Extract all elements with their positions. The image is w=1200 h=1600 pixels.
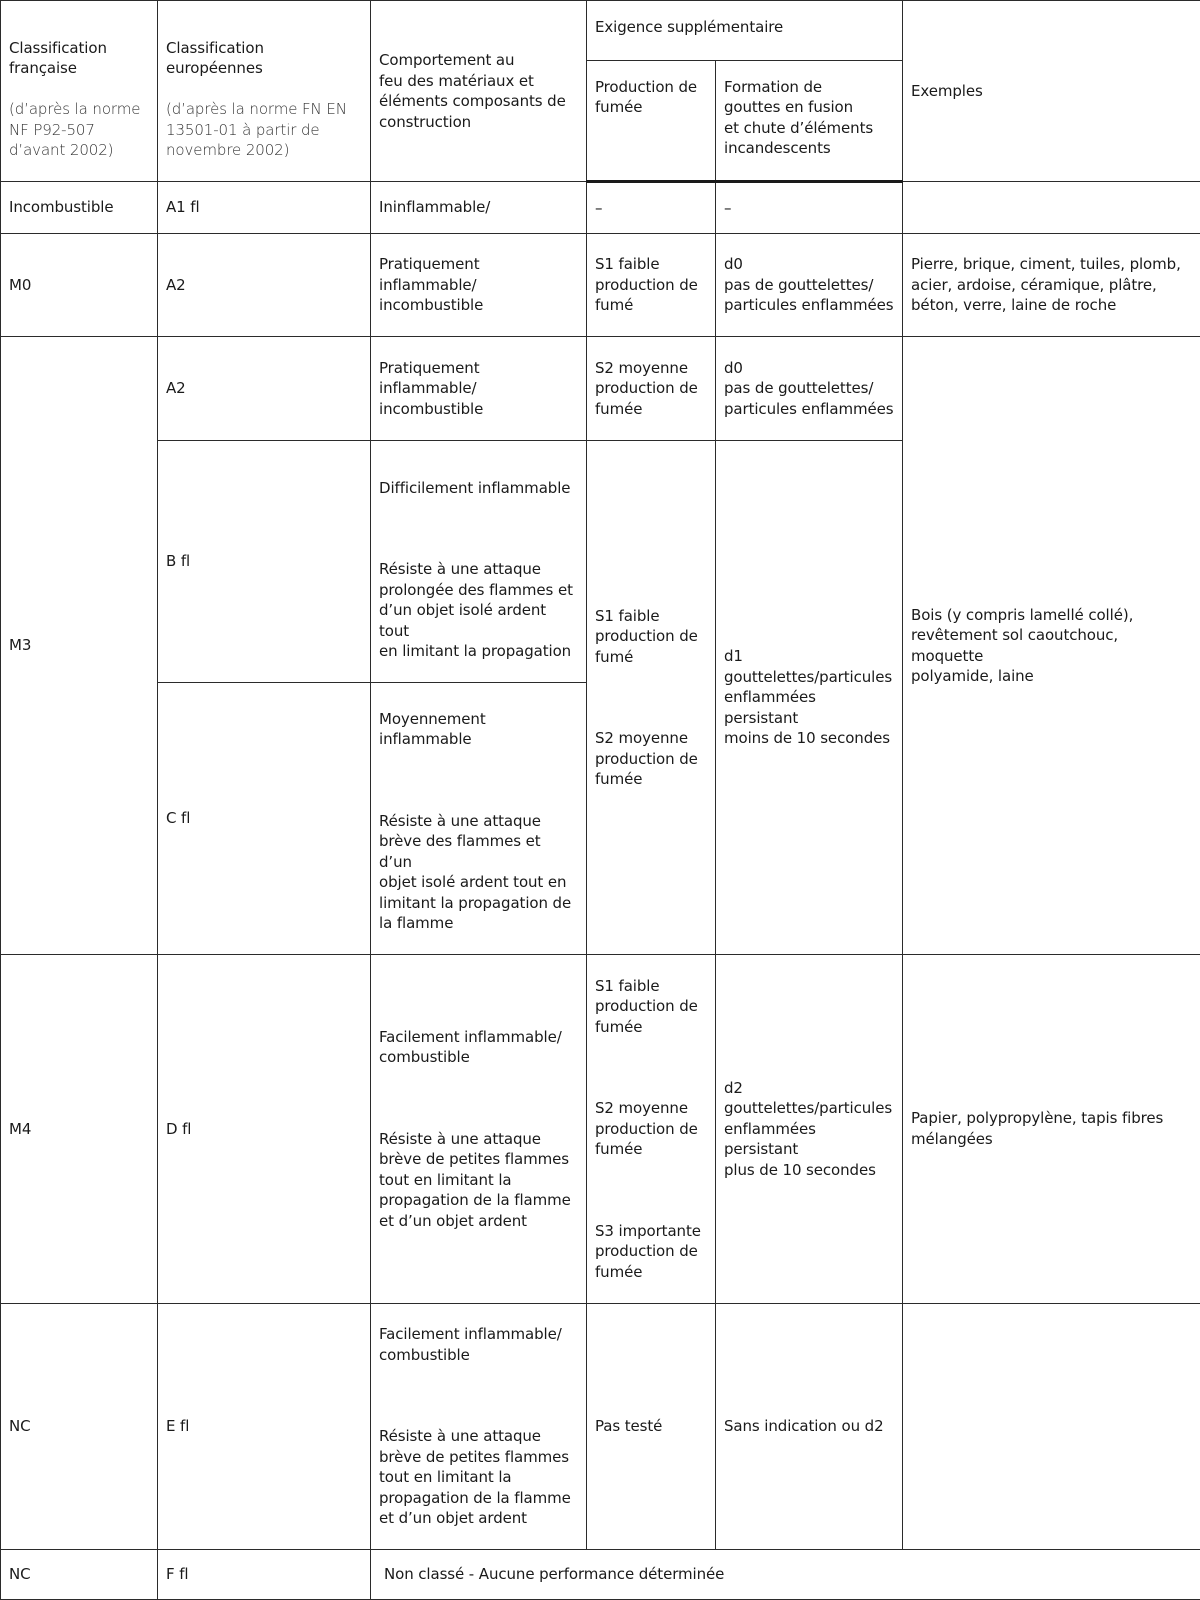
table-row-m3-a2 [1,337,1200,441]
cell-smoke: S1 faible production de fumé [587,234,716,337]
cell-drops: d1 gouttelettes/particules enflammées persistant moins de 10 secondes [716,441,903,955]
header-french-classification [1,1,158,182]
cell-eu: B fl [158,441,371,683]
cell-drops: – [716,182,903,234]
cell-behavior [371,683,587,955]
cell-examples: Papier, polypropylène, tapis fibres mélangées [903,955,1200,1304]
header-french-note: (d’après la norme NF P92-507 d’avant 2002) [9,99,149,161]
header-row-1 [1,1,1200,61]
cell-eu: A2 [158,234,371,337]
cell-eu: A1 fl [158,182,371,234]
cell-behavior: Ininflammable/ [371,182,587,234]
cell-fr: M3 [1,337,158,955]
cell-drops: d2 gouttelettes/particules enflammées persistant plus de 10 secondes [716,955,903,1304]
cell-smoke: – [587,182,716,234]
cell-behavior: Pratiquement inflammable/ incombustible [371,234,587,337]
behavior-title: Moyennement inflammable [379,709,578,750]
cell-eu: C fl [158,683,371,955]
cell-fr: NC [1,1550,158,1600]
cell-examples: Pierre, brique, ciment, tuiles, plomb, acier, ardoise, céramique, plâtre, béton, verre, laine de roche [903,234,1200,337]
header-drops: Formation de gouttes en fusion et chute d’éléments incandescents [716,60,903,181]
behavior-title: Facilement inflammable/ combustible [379,1027,578,1068]
cell-behavior-merged: Non classé - Aucune performance déterminée [371,1550,1200,1600]
table-row-m0 [1,234,1200,337]
header-examples: Exemples [903,1,1200,182]
header-european-note: (d’après la norme FN EN 13501-01 à partir de novembre 2002) [166,99,362,161]
behavior-desc: Résiste à une attaque prolongée des flammes et d’un objet isolé ardent tout en limitant la propagation [379,559,578,662]
cell-eu: D fl [158,955,371,1304]
behavior-desc: Résiste à une attaque brève de petites flammes tout en limitant la propagation de la flamme et d’un objet ardent [379,1426,578,1529]
table-row-nc-f [1,1550,1200,1600]
behavior-title: Facilement inflammable/ combustible [379,1324,578,1365]
cell-smoke: S2 moyenne production de fumée [587,337,716,441]
cell-examples: Bois (y compris lamellé collé), revêtement sol caoutchouc, moquette polyamide, laine [903,337,1200,955]
smoke-s1: S1 faible production de fumée [595,976,707,1038]
table-row-nc-e [1,1303,1200,1550]
cell-smoke [587,955,716,1304]
cell-behavior: Pratiquement inflammable/ incombustible [371,337,587,441]
cell-fr: M0 [1,234,158,337]
cell-behavior [371,1303,587,1550]
cell-drops: d0 pas de gouttelettes/ particules enflammées [716,337,903,441]
header-extra-requirement: Exigence supplémentaire [587,1,903,61]
behavior-title: Difficilement inflammable [379,478,578,499]
smoke-s2: S2 moyenne production de fumée [595,1098,707,1160]
cell-drops: Sans indication ou d2 [716,1303,903,1550]
cell-behavior [371,441,587,683]
cell-smoke [587,441,716,955]
table-row-m4 [1,955,1200,1304]
header-european-title: Classification européennes [166,38,362,79]
smoke-s2: S2 moyenne production de fumée [595,728,707,790]
behavior-desc: Résiste à une attaque brève de petites flammes tout en limitant la propagation de la flamme et d’un objet ardent [379,1129,578,1232]
cell-examples [903,182,1200,234]
cell-eu: F fl [158,1550,371,1600]
cell-eu: E fl [158,1303,371,1550]
behavior-desc: Résiste à une attaque brève des flammes et d’un objet isolé ardent tout en limitant la propagation de la flamme [379,811,578,934]
smoke-s3: S3 importante production de fumée [595,1221,707,1283]
cell-smoke: Pas testé [587,1303,716,1550]
header-smoke: Production de fumée [587,60,716,181]
header-behavior: Comportement au feu des matériaux et éléments composants de construction [371,1,587,182]
table-row-incombustible [1,182,1200,234]
cell-fr: NC [1,1303,158,1550]
smoke-s1: S1 faible production de fumé [595,606,707,668]
cell-fr: M4 [1,955,158,1304]
cell-behavior [371,955,587,1304]
cell-examples [903,1303,1200,1550]
cell-eu: A2 [158,337,371,441]
header-french-title: Classification française [9,38,149,79]
header-european-classification [158,1,371,182]
cell-drops: d0 pas de gouttelettes/ particules enflammées [716,234,903,337]
cell-fr: Incombustible [1,182,158,234]
